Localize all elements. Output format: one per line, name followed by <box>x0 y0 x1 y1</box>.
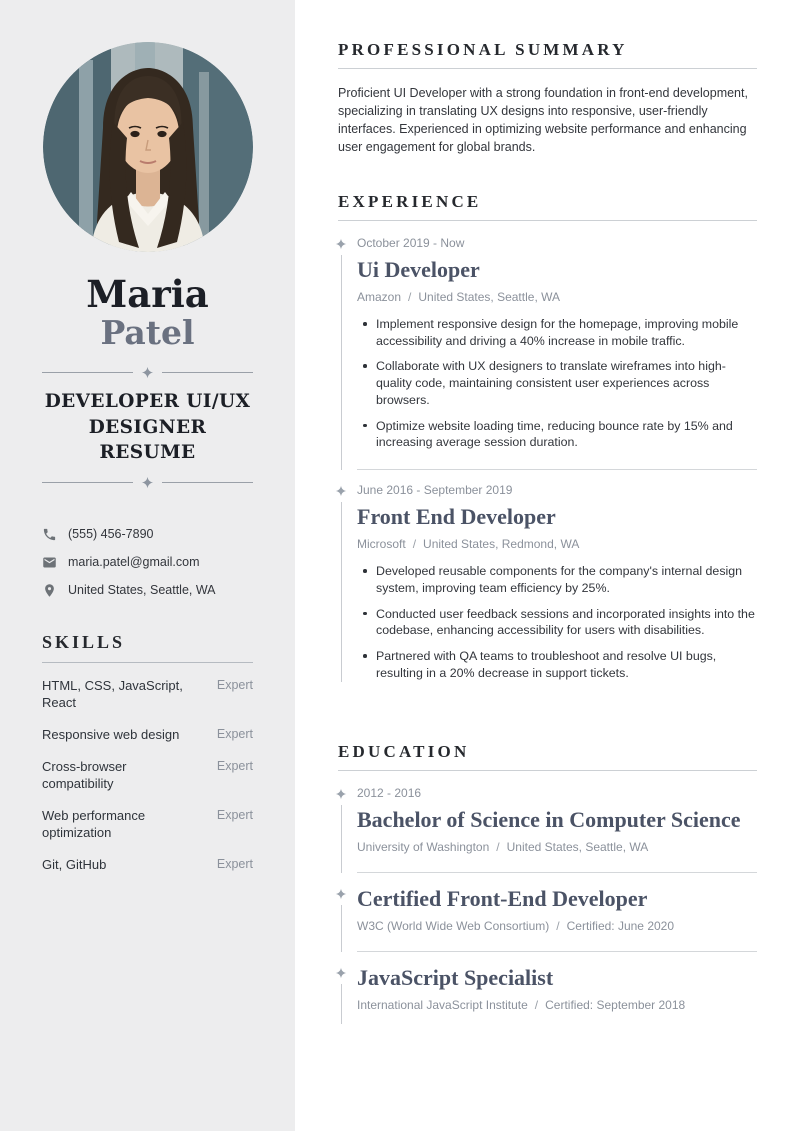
timeline-rail <box>338 236 357 470</box>
timeline-star-icon <box>335 238 347 250</box>
education-title: Certified Front-End Developer <box>357 885 648 911</box>
experience-bullets <box>357 563 757 681</box>
bullet: Implement responsive design for the homepage, improving mobile accessibility and driving a 40% increase in mobile traffic. <box>357 316 757 349</box>
skill-name: Git, GitHub <box>42 856 107 872</box>
timeline-rail <box>338 965 357 1024</box>
skill-name: Cross-browser compatibility <box>42 758 127 792</box>
item-divider <box>357 469 757 470</box>
experience-section <box>338 192 757 706</box>
skill-level: Expert <box>216 677 253 692</box>
last-name: Patel <box>100 313 195 353</box>
name-block <box>42 274 253 352</box>
bullet: Conducted user feedback sessions and incorporated insights into the codebase, enhancing accessibility for users with disabilities. <box>357 606 757 639</box>
separator: / <box>408 290 412 304</box>
education-title: JavaScript Specialist <box>357 964 554 990</box>
timeline-star-icon <box>335 967 347 979</box>
education-title: Bachelor of Science in Computer Science <box>357 806 741 832</box>
education-subline <box>357 840 757 854</box>
education-detail: United States, Seattle, WA <box>506 839 649 854</box>
skill-row <box>42 758 253 793</box>
contact-phone-row <box>42 527 253 542</box>
skill-level: Expert <box>216 807 253 822</box>
resume-title-line1: DEVELOPER UI/UX <box>44 391 251 413</box>
bullet: Collaborate with UX designers to translate wireframes into high-quality code, maintaining consistent user experiences across browsers. <box>357 358 757 408</box>
skill-level: Expert <box>216 758 253 773</box>
contact-section <box>42 527 253 598</box>
education-divider <box>338 770 757 771</box>
contact-location-row <box>42 583 253 598</box>
summary-heading: PROFESSIONAL SUMMARY <box>338 40 628 59</box>
bullet: Developed reusable components for the company's internal design system, improving team efficiency by 25%. <box>357 563 757 596</box>
experience-heading: EXPERIENCE <box>338 192 482 211</box>
experience-location: United States, Seattle, WA <box>418 290 560 304</box>
contact-phone: (555) 456-7890 <box>68 527 154 542</box>
skill-level: Expert <box>216 727 253 742</box>
profile-photo <box>43 42 253 252</box>
sparkle-icon <box>141 476 154 489</box>
item-divider <box>357 872 757 873</box>
timeline-rail <box>338 483 357 681</box>
timeline-star-icon <box>335 788 347 800</box>
resume-title <box>42 389 253 466</box>
skill-name: Web performance optimization <box>42 807 146 841</box>
summary-section <box>338 40 757 156</box>
experience-title: Front End Developer <box>357 504 556 530</box>
education-section <box>338 742 757 1048</box>
experience-location: United States, Redmond, WA <box>423 537 580 552</box>
first-name: Maria <box>86 272 209 316</box>
timeline-star-icon <box>335 888 347 900</box>
experience-bullets <box>357 316 757 451</box>
item-divider <box>357 951 757 952</box>
education-org: W3C (World Wide Web Consortium) <box>357 918 550 933</box>
ornament-divider-top <box>42 366 253 379</box>
experience-title: Ui Developer <box>357 257 480 282</box>
separator: / <box>412 537 417 552</box>
experience-date: October 2019 - Now <box>357 236 465 250</box>
skill-level: Expert <box>216 856 253 871</box>
summary-divider <box>338 68 757 69</box>
contact-location: United States, Seattle, WA <box>68 583 216 598</box>
bullet: Optimize website loading time, reducing bounce rate by 15% and increasing average session duration. <box>357 418 757 451</box>
skill-row <box>42 677 253 712</box>
skill-row <box>42 856 253 874</box>
timeline-star-icon <box>335 485 347 497</box>
resume-title-line2: DESIGNER RESUME <box>88 416 207 464</box>
contact-email: maria.patel@gmail.com <box>68 555 200 570</box>
education-subline <box>357 998 757 1012</box>
experience-item <box>338 236 757 470</box>
education-subline <box>357 919 757 933</box>
email-icon <box>42 555 57 570</box>
separator: / <box>556 918 560 933</box>
experience-subline <box>357 537 757 551</box>
education-date: 2012 - 2016 <box>357 785 422 800</box>
main-content <box>295 0 800 1131</box>
education-item <box>338 965 757 1048</box>
separator: / <box>496 839 500 854</box>
sparkle-icon <box>141 366 154 379</box>
experience-divider <box>338 220 757 221</box>
skills-list <box>42 677 253 873</box>
education-org: University of Washington <box>357 839 490 854</box>
timeline-rail <box>338 786 357 873</box>
skill-name: Responsive web design <box>42 727 180 743</box>
experience-item <box>338 483 757 705</box>
sidebar <box>0 0 295 1131</box>
experience-company: Microsoft <box>357 537 406 552</box>
education-item <box>338 786 757 873</box>
experience-company: Amazon <box>357 290 402 304</box>
summary-text: Proficient UI Developer with a strong foundation in front-end development, specializing in translating UX designs into responsive, user-friendly interfaces. Experienced in optimizing website performance and enhancing user engagement for global brands. <box>338 86 748 154</box>
skill-row <box>42 726 253 744</box>
phone-icon <box>42 527 57 542</box>
skills-divider <box>42 662 253 663</box>
education-detail: Certified: September 2018 <box>545 997 686 1012</box>
skill-row <box>42 807 253 842</box>
bullet: Partnered with QA teams to troubleshoot and resolve UI bugs, resulting in a 20% decrease in support tickets. <box>357 648 757 681</box>
experience-subline <box>357 290 757 304</box>
education-org: International JavaScript Institute <box>357 997 528 1012</box>
contact-email-row <box>42 555 253 570</box>
experience-date: June 2016 - September 2019 <box>357 483 513 498</box>
timeline-rail <box>338 886 357 952</box>
skill-name: HTML, CSS, JavaScript, React <box>42 677 183 711</box>
education-detail: Certified: June 2020 <box>566 918 675 933</box>
ornament-divider-bottom <box>42 476 253 489</box>
location-icon <box>42 583 57 598</box>
separator: / <box>534 997 539 1012</box>
education-item <box>338 886 757 952</box>
skills-heading: SKILLS <box>42 631 126 652</box>
education-heading: EDUCATION <box>338 741 470 761</box>
